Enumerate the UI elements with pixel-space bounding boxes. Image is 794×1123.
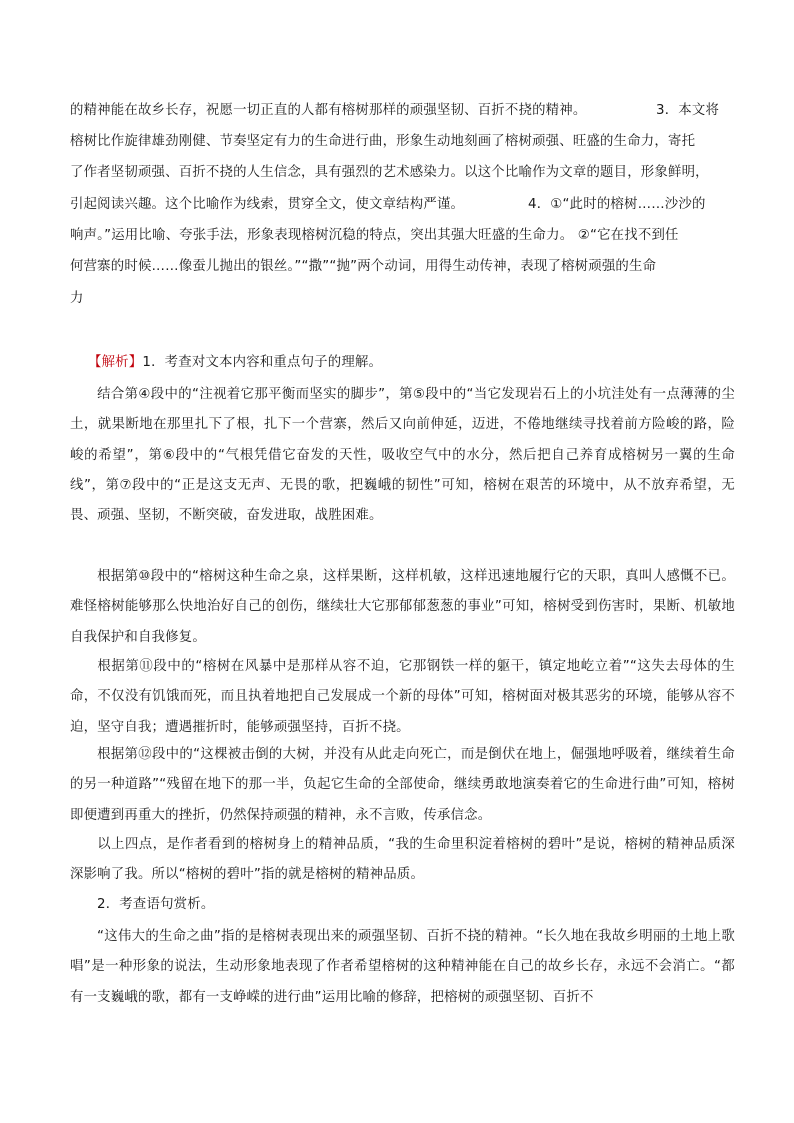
answer-line-7: 力 xyxy=(70,291,84,306)
analysis-label: 【解析】 xyxy=(88,355,143,370)
analysis-heading-text: 1．考查对文本内容和重点句子的理解。 xyxy=(142,355,383,370)
answer-line-3: 了作者坚韧顽强、百折不挠的人生信念，具有强烈的艺术感染力。以这个比喻作为文章的题目，形象鲜明， xyxy=(70,165,709,180)
analysis-paragraph-2: 根据第⑩段中的“榕树这种生命之泉，这样果断，这样机敏，这样迅速地履行它的天职，真叫人感慨不已。难怪榕树能够那么快地治好自己的创伤，继续壮大它那郁郁葱葱的事业”可知，榕树受到伤害时，果断、机敏地自我保护和自我修复。 xyxy=(70,569,735,645)
answer-line-2: 榕树比作旋律雄劲刚健、节奏坚定有力的生命进行曲，形象生动地刻画了榕树顽强、旺盛的生命力，寄托 xyxy=(70,134,696,149)
analysis-paragraph-4: 根据第⑫段中的“这棵被击倒的大树，并没有从此走向死亡，而是倒伏在地上，倔强地呼吸着，继续着生命的另一种道路”“残留在地下的那一半，负起它生命的全部使命，继续勇敢地演奏着它的生命进行曲”可知，榕树即便遭到再重大的挫折，仍然保持顽强的精神，永不言败，传承信念。 xyxy=(70,747,735,823)
answer-line-4: 引起阅读兴趣。这个比喻作为线索，贯穿全文，使文章结构严谨。 xyxy=(70,197,465,212)
answer-item-4: 4．①“此时的榕树……沙沙的 xyxy=(528,197,706,212)
analysis-paragraph-3: 根据第⑪段中的“榕树在风暴中是那样从容不迫，它那钢铁一样的躯干，镇定地屹立着”“这失去母体的生命，不仅没有饥饿而死，而且执着地把自己发展成一个新的母体”可知，榕树面对极其恶劣的环境，能够从容不迫，坚守自我；遭遇摧折时，能够顽强坚持，百折不挠。 xyxy=(70,659,735,735)
analysis-heading-2: 2．考查语句赏析。 xyxy=(97,897,215,912)
analysis-paragraph-1: 结合第④段中的“注视着它那平衡而坚实的脚步”，第⑤段中的“当它发现岩石上的小坑洼处有一点薄薄的尘土，就果断地在那里扎下了根，扎下一个营寨，然后又向前伸延，迈进，不倦地继续寻找着前方险峻的路，险峻的希望”，第⑥段中的“气根凭借它奋发的天性，吸收空气中的水分，然后把自己养育成榕树另一翼的生命线”，第⑦段中的“正是这支无声、无畏的歌，把巍峨的韧性”可知，榕树在艰苦的环境中，从不放弃希望，无畏、顽强、坚韧，不断突破，奋发进取，战胜困难。 xyxy=(70,387,735,524)
answer-line-5: 响声。”运用比喻、夸张手法，形象表现榕树沉稳的特点，突出其强大旺盛的生命力。 ②“它在找不到任 xyxy=(70,228,679,243)
analysis-heading xyxy=(88,353,382,373)
answer-line-6: 何营寨的时候……像蚕儿抛出的银丝。”“撒”“抛”两个动词，用得生动传神，表现了榕树顽强的生命 xyxy=(70,259,657,274)
answer-line-1: 的精神能在故乡长存，祝愿一切正直的人都有榕树那样的顽强坚韧、百折不挠的精神。 xyxy=(70,103,587,118)
analysis-paragraph-6: “这伟大的生命之曲”指的是榕树表现出来的顽强坚韧、百折不挠的精神。“长久地在我故乡明丽的土地上歌唱”是一种形象的说法，生动形象地表现了作者希望榕树的这种精神能在自己的故乡长存，永远不会消亡。“都有一支巍峨的歌，都有一支峥嵘的进行曲”运用比喻的修辞，把榕树的顽强坚韧、百折不 xyxy=(70,929,735,1005)
analysis-paragraph-5: 以上四点，是作者看到的榕树身上的精神品质，“我的生命里积淀着榕树的碧叶”是说，榕树的精神品质深深影响了我。所以“榕树的碧叶”指的就是榕树的精神品质。 xyxy=(70,837,735,883)
answer-item-3: 3．本文将 xyxy=(656,103,720,118)
